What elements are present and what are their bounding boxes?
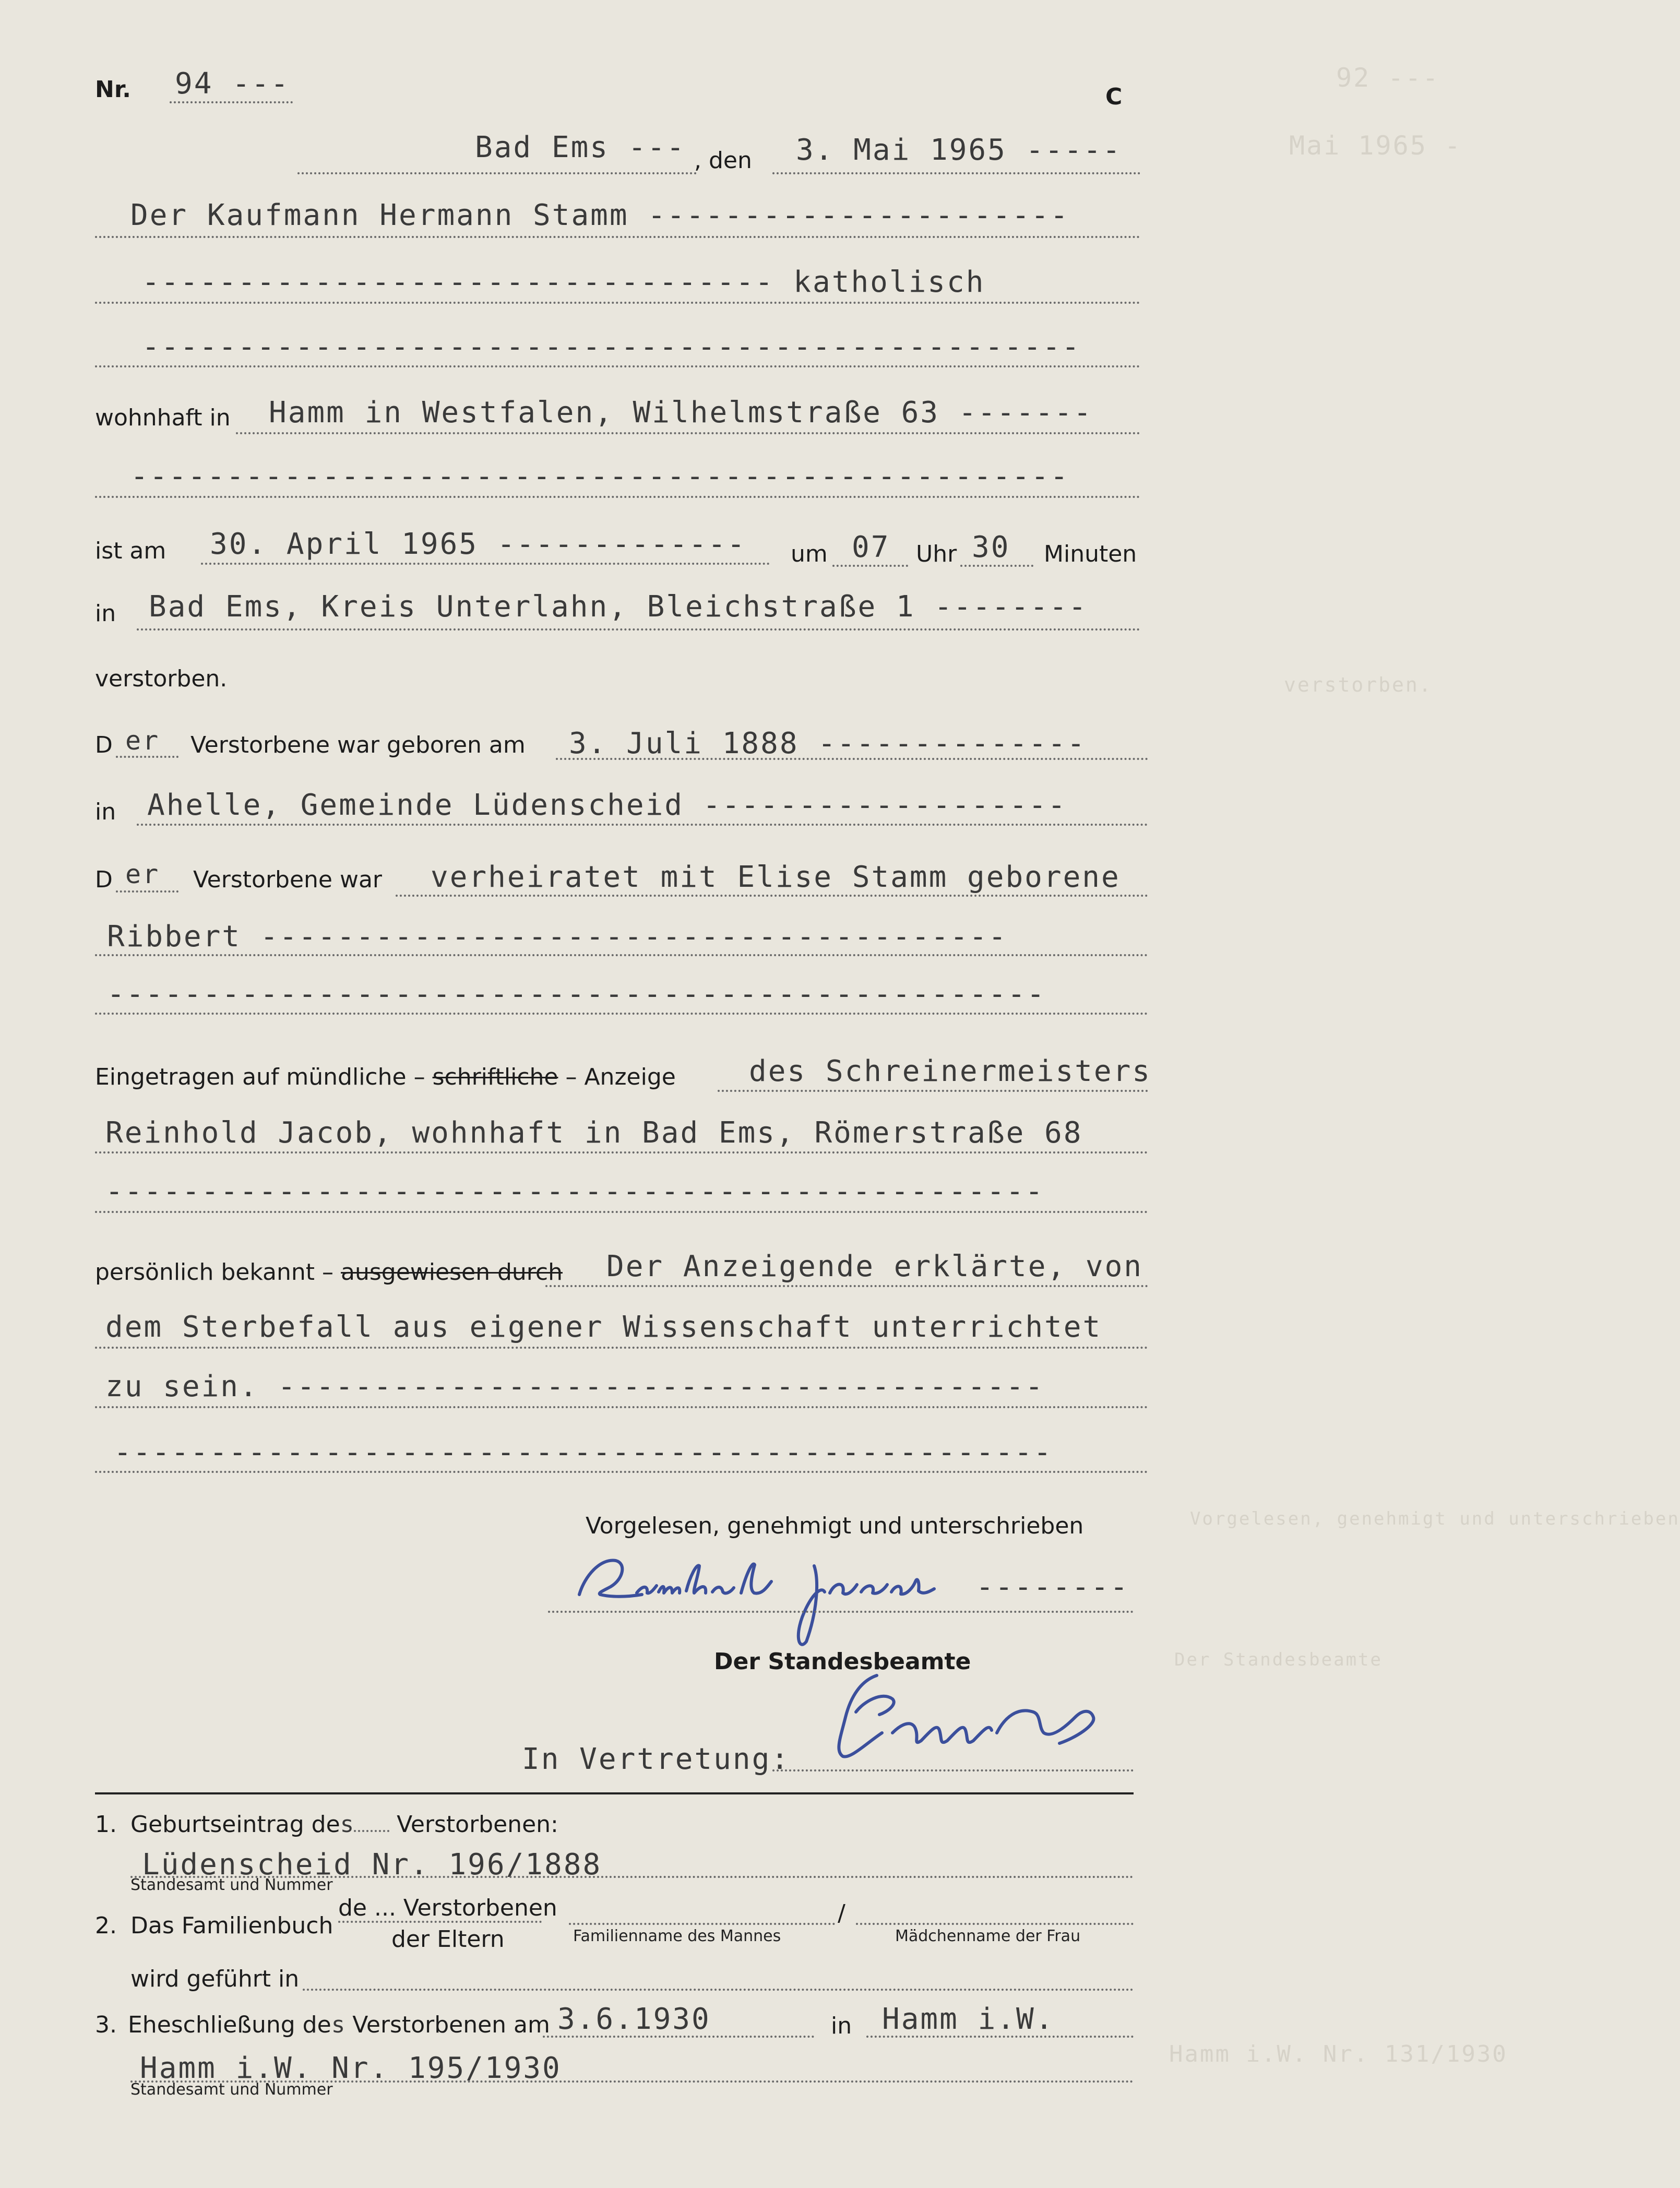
informant-line-3 (95, 1211, 1148, 1213)
death-minutes: 30 (972, 530, 1010, 564)
family-book-option-line (338, 1921, 542, 1923)
kept-in-label: wird geführt in (130, 1966, 300, 1992)
marriage-date: 3.6.1930 (557, 2002, 711, 2036)
marriage-register-entry: Hamm i.W. Nr. 195/1930 (140, 2051, 562, 2085)
residence-line-2 (95, 496, 1140, 498)
number-label: Nr. (95, 76, 131, 103)
note2-label: Das Familienbuch (130, 1912, 333, 1939)
marital-status-2: Ribbert --------------------------------------- (107, 920, 1008, 954)
informant-signature-drawing (569, 1545, 966, 1649)
show-through-text: 92 --- (1336, 63, 1440, 93)
family-book-option2: der Eltern (391, 1926, 505, 1953)
maiden-name-line (856, 1923, 1134, 1925)
name-line (95, 236, 1140, 238)
verstorben-label: verstorben. (95, 665, 228, 692)
statement-line-2 (95, 1347, 1148, 1349)
marriage-place-line (866, 2036, 1134, 2038)
written-struck: schriftliche (432, 1064, 558, 1090)
family-name-line (569, 1923, 835, 1925)
marriage-in-label: in (831, 2013, 852, 2039)
death-place-line (137, 628, 1140, 631)
note3-number: 3. (95, 2012, 117, 2038)
informant-signature-dashes: -------- (976, 1570, 1129, 1604)
note1-label-text: Geburtseintrag de (130, 1811, 340, 1838)
statement-line3: zu sein. ---------------------------------------- (105, 1370, 1045, 1404)
marital-label: Verstorbene war (193, 866, 383, 893)
informant-line-2 (95, 1151, 1148, 1154)
hour-line (832, 565, 908, 567)
registrar-title: Der Standesbeamte (714, 1648, 971, 1675)
note1-dots (354, 1830, 389, 1832)
bekannt-label (95, 1259, 563, 1286)
vertretung-label: In Vertretung: (522, 1742, 791, 1776)
residence-line (236, 432, 1140, 434)
note2-number: 2. (95, 1912, 117, 1939)
marital-gender-line (116, 890, 178, 893)
note1-typed: s (340, 1811, 354, 1838)
residence-label: wohnhaft in (95, 405, 231, 431)
place-line (297, 172, 697, 174)
death-date-line (201, 563, 770, 565)
note1-label2: Verstorbenen: (397, 1811, 558, 1838)
registration-place: Bad Ems --- (475, 130, 686, 164)
note3-typed: s (331, 2012, 345, 2038)
informant-line1: des Schreinermeisters (749, 1054, 1152, 1088)
wife-maiden-name-label: Mädchenname der Frau (895, 1927, 1081, 1945)
register-letter: C (1105, 84, 1123, 110)
note3-label2: Verstorbenen am (352, 2012, 550, 2038)
den-label: , den (694, 147, 752, 174)
birth-place-label: in (95, 799, 116, 825)
uhr-label: Uhr (916, 541, 957, 567)
religion-line (95, 302, 1140, 304)
show-through-text: Der Standesbeamte (1174, 1649, 1383, 1670)
note1-label (130, 1811, 558, 1838)
registration-date: 3. Mai 1965 ----- (796, 133, 1122, 167)
family-book-slash: / (838, 1900, 845, 1927)
registry-office-label: Standesamt und Nummer (130, 1876, 333, 1894)
note1-number: 1. (95, 1811, 117, 1838)
informant-line2: Reinhold Jacob, wohnhaft in Bad Ems, Römerstraße 68 (105, 1116, 1083, 1150)
entry-number-line (170, 101, 293, 103)
show-through-text: Vorgelesen, genehmigt und unterschrieben (1190, 1508, 1680, 1529)
marital-line (396, 895, 1148, 897)
residence-line2: ------------------------------------------------- (130, 459, 1070, 493)
bekannt-label-text: persönlich bekannt – (95, 1259, 334, 1286)
statement-line2: dem Sterbefall aus eigener Wissenschaft unterrichtet (105, 1310, 1102, 1344)
deceased-name: Der Kaufmann Hermann Stamm ---------------------- (130, 198, 1070, 232)
birth-register-entry: Lüdenscheid Nr. 196/1888 (142, 1848, 602, 1882)
section-divider (95, 1792, 1134, 1794)
birth-date: 3. Juli 1888 -------------- (569, 727, 1087, 760)
informant-line3: ------------------------------------------------- (105, 1174, 1045, 1208)
birth-place: Ahelle, Gemeinde Lüdenscheid ------------------- (147, 788, 1067, 822)
statement-line-3 (95, 1406, 1148, 1408)
report-label (95, 1064, 676, 1090)
death-hour: 07 (852, 530, 890, 564)
statement-line-4 (95, 1471, 1148, 1473)
show-through-text: Hamm i.W. Nr. 131/1930 (1169, 2041, 1508, 2067)
marriage-date-line (543, 2036, 814, 2038)
informant-line (718, 1090, 1148, 1092)
death-date-label: ist am (95, 538, 166, 564)
show-through-text: verstorben. (1284, 673, 1433, 696)
informant-signature-line (548, 1611, 1134, 1613)
marital-line-2 (95, 954, 1148, 956)
family-book-option1: de ... Verstorbenen (338, 1895, 557, 1921)
report-anzeige-label: – Anzeige (565, 1064, 676, 1090)
note3-label (128, 2012, 550, 2038)
birth-d-label: D (95, 732, 113, 758)
death-place-label: in (95, 600, 116, 627)
blank-line (95, 365, 1140, 367)
entry-number: 94 --- (175, 67, 290, 101)
kept-in-line (303, 1989, 1134, 1991)
date-line (772, 172, 1140, 174)
birth-gender-line (116, 756, 178, 758)
birth-date-label: Verstorbene war geboren am (190, 732, 526, 758)
show-through-text: Mai 1965 - (1289, 130, 1462, 161)
blank-fill-line: ------------------------------------------------- (142, 330, 1081, 364)
marital-status-1: verheiratet mit Elise Stamm geborene (431, 860, 1121, 894)
note3-label-text: Eheschließung de (128, 2012, 331, 2038)
registry-office-label-2: Standesamt und Nummer (130, 2080, 333, 2099)
um-label: um (791, 541, 828, 567)
minutes-line (960, 565, 1033, 567)
marital-gender: er (125, 859, 160, 889)
birth-place-line (137, 824, 1148, 826)
marital-line-3 (95, 1013, 1148, 1015)
deceased-religion: --------------------------------- katholisch (142, 265, 985, 299)
report-label-text: Eingetragen auf mündliche – (95, 1064, 425, 1090)
death-date: 30. April 1965 ------------- (210, 527, 747, 561)
marital-status-3: ------------------------------------------------- (107, 977, 1046, 1011)
statement-line4: ------------------------------------------------- (114, 1435, 1053, 1469)
identified-struck: ausgewiesen durch (341, 1259, 563, 1286)
statement-line (545, 1285, 1148, 1287)
marital-d-label: D (95, 866, 113, 893)
minuten-label: Minuten (1044, 541, 1137, 567)
husband-surname-label: Familienname des Mannes (573, 1927, 781, 1945)
residence-line1: Hamm in Westfalen, Wilhelmstraße 63 ------- (269, 396, 1093, 430)
birth-gender: er (125, 726, 160, 756)
birth-date-line (556, 758, 1148, 760)
statement-line1: Der Anzeigende erklärte, von (606, 1250, 1143, 1283)
read-approved-label: Vorgelesen, genehmigt und unterschrieben (586, 1513, 1084, 1539)
death-place: Bad Ems, Kreis Unterlahn, Bleichstraße 1 -------- (149, 590, 1088, 624)
marriage-place: Hamm i.W. (882, 2002, 1055, 2036)
registrar-signature-drawing (814, 1660, 1127, 1775)
